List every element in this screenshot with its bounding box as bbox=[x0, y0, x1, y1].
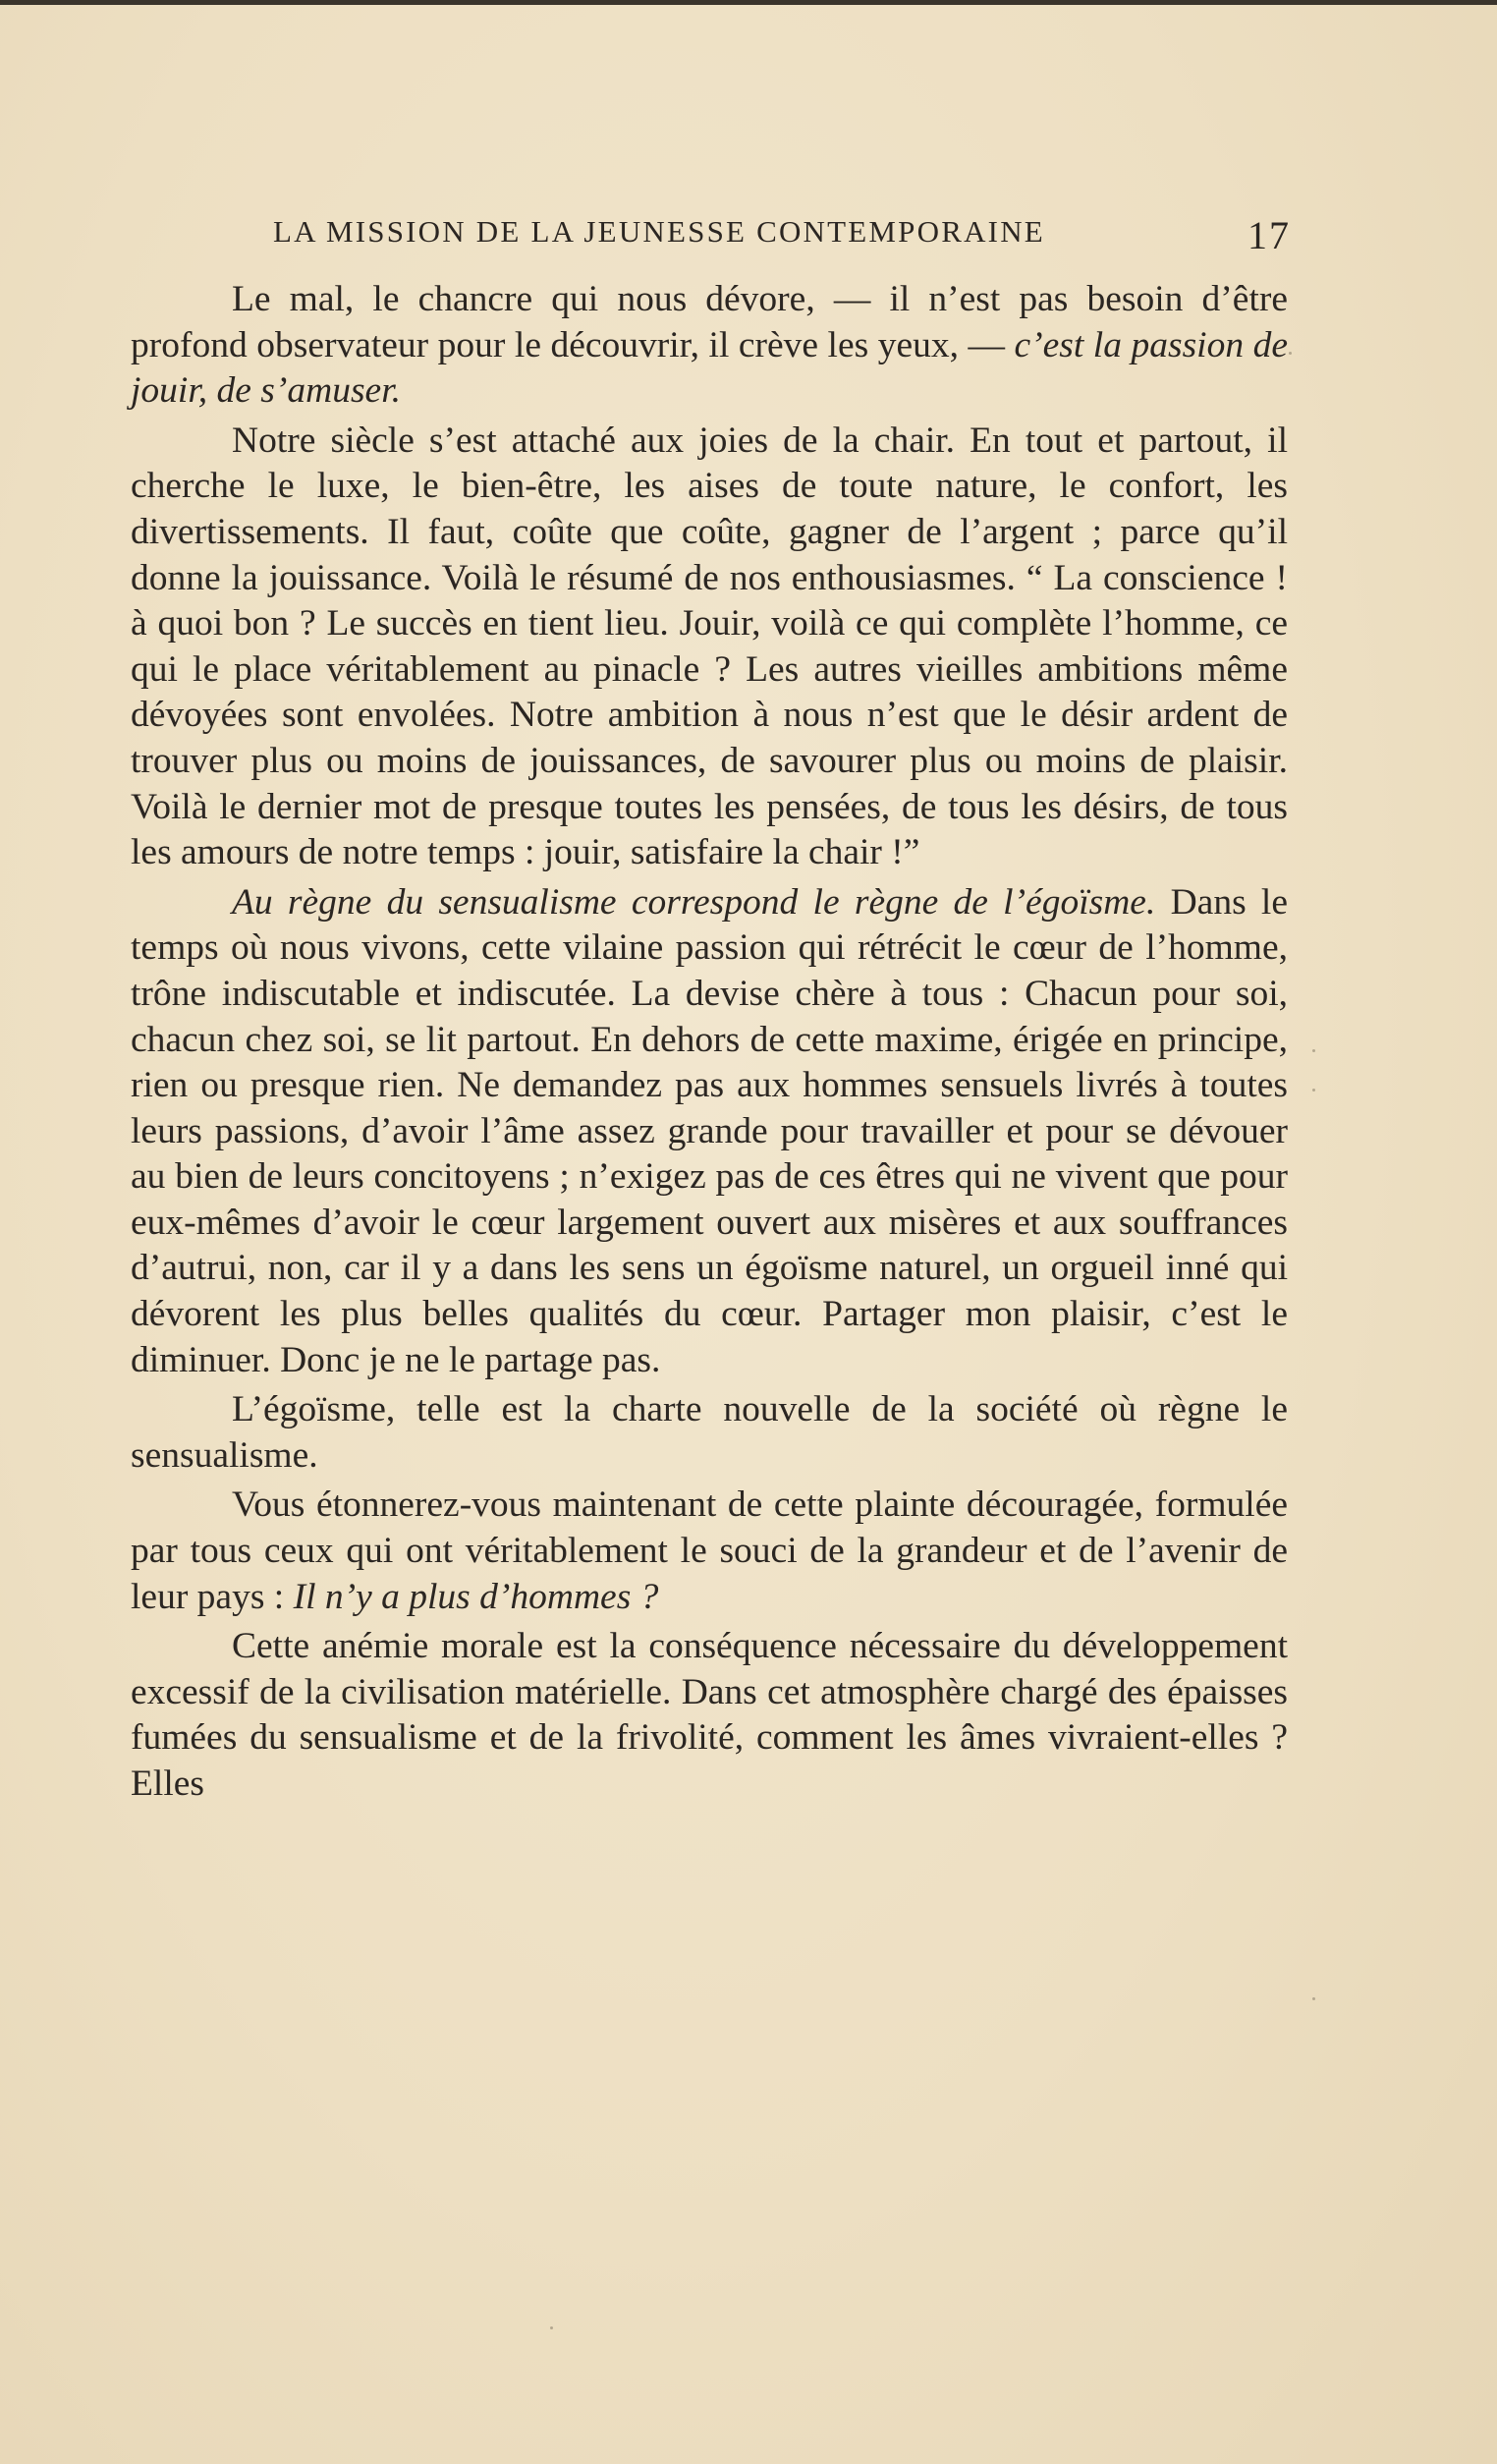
paragraph-3-text: Dans le temps où nous vivons, cette vilaine passion qui rétrécit le cœur de l’homme, trône indiscutable et indiscutée. La devise chère à tous : Chacun pour soi, chacun chez soi, se lit partout. En dehors de cette maxime, érigée en principe, rien ou presque rien. Ne demandez pas aux hommes sensuels livrés à toutes leurs passions, d’avoir l’âme assez grande pour travailler et pour se dévouer au bien de leurs concitoyens ; n’exigez pas de ces êtres qui ne vivent que pour eux-mêmes d’avoir le cœur largement ouvert aux misères et aux souffrances d’autrui, non, car il y a dans les sens un égoïsme naturel, un orgueil inné qui dévorent les plus belles qualités du cœur. Partager mon plaisir, c’est le diminuer. Donc je ne le partage pas. bbox=[131, 881, 1288, 1380]
running-title: LA MISSION DE LA JEUNESSE CONTEMPORAINE bbox=[273, 214, 1045, 249]
paragraph-6: Cette anémie morale est la conséquence nécessaire du développement excessif de la civilisation matérielle. Dans cet atmosphère chargé des épaisses fumées du sensualisme et de la frivolité, comment les âmes vivraient-elles ? Elles bbox=[131, 1626, 1288, 1804]
paper-speck bbox=[1312, 1049, 1315, 1052]
paragraph-4: L’égoïsme, telle est la charte nouvelle de la société où règne le sensualisme. bbox=[131, 1389, 1288, 1476]
body-text bbox=[131, 277, 1288, 1808]
paragraph-3-italic: Au règne du sensualisme correspond le règne de l’égoïsme. bbox=[232, 881, 1156, 923]
paper-speck bbox=[1289, 352, 1292, 355]
paragraph-5 bbox=[131, 1483, 1288, 1620]
paper-speck bbox=[1312, 1997, 1315, 2000]
top-edge-line bbox=[0, 0, 1497, 5]
paper-speck bbox=[550, 2326, 553, 2329]
paragraph-1 bbox=[131, 277, 1288, 415]
page-number: 17 bbox=[1248, 213, 1291, 257]
paragraph-5-italic: Il n’y a plus d’hommes ? bbox=[293, 1576, 659, 1617]
paragraph-5-text: Vous étonnerez-vous maintenant de cette plainte découragée, formulée par tous ceux qui ont véritablement le souci de la grandeur et de l’avenir de leur pays : bbox=[131, 1484, 1288, 1617]
paragraph-2: Notre siècle s’est attaché aux joies de la chair. En tout et partout, il cherche le luxe, le bien-être, les aises de toute nature, le confort, les divertissements. Il faut, coûte que coûte, gagner de l’argent ; parce qu’il donne la jouissance. Voilà le résumé de nos enthousiasmes. “ La conscience ! à quoi bon ? Le succès en tient lieu. Jouir, voilà ce qui complète l’homme, ce qui le place véritablement au pinacle ? Les autres vieilles ambitions même dévoyées sont envolées. Notre ambition à nous n’est que le désir ardent de trouver plus ou moins de jouissances, de savourer plus ou moins de plaisir. Voilà le dernier mot de presque toutes les pensées, de tous les désirs, de tous les amours de notre temps : jouir, satisfaire la chair !” bbox=[131, 420, 1288, 873]
paragraph-1-text: Le mal, le chancre qui nous dévore, — il n’est pas besoin d’être profond observateur pour le découvrir, il crève les yeux, — bbox=[131, 279, 1288, 365]
paragraph-3 bbox=[131, 880, 1288, 1384]
paragraph-1-italic: c’est la passion de jouir, de s’amuser. bbox=[131, 324, 1288, 412]
page-header bbox=[273, 208, 1297, 263]
paper-speck bbox=[1312, 1089, 1315, 1092]
